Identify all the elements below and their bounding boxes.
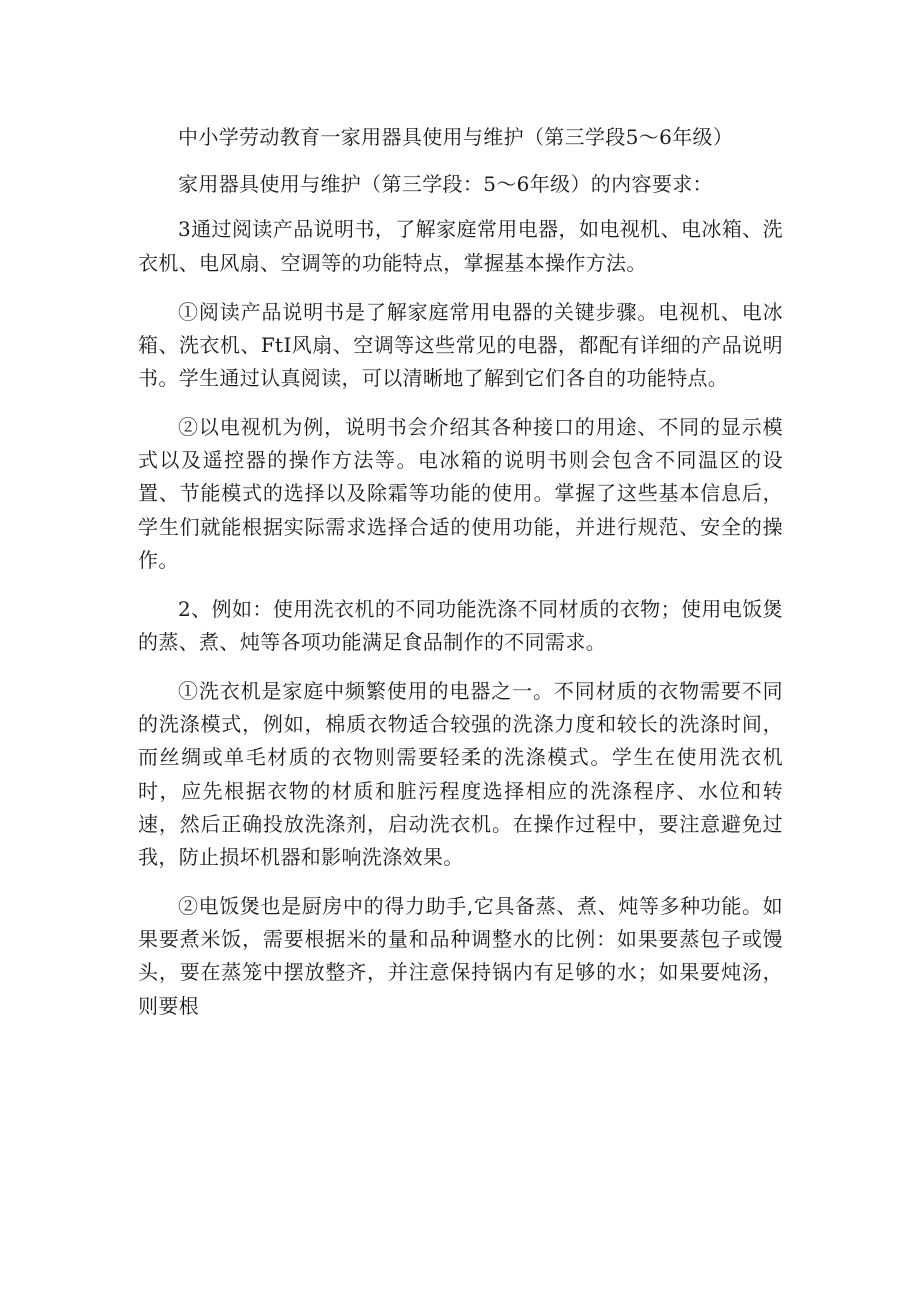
paragraph-tv-fridge-example: ②以电视机为例，说明书会介绍其各种接口的用途、不同的显示模式以及遥控器的操作方法等。电冰箱的说明书则会包含不同温区的设置、节能模式的选择以及除霜等功能的使用。掌握了这些基本信息后，学生们就能根据实际需求选择合适的使用功能，并进行规范、安全的操作。: [138, 415, 783, 572]
document-title: 中小学劳动教育一家用器具使用与维护（第三学段5～6年级）: [178, 125, 734, 149]
document-subtitle: 家用器具使用与维护（第三学段：5～6年级）的内容要求：: [178, 172, 713, 197]
paragraph-washing-machine: ①洗衣机是家庭中频繁使用的电器之一。不同材质的衣物需要不同的洗涤模式，例如，棉质衣物适合较强的洗涤力度和较长的洗涤时间，而丝绸或单毛材质的衣物则需要轻柔的洗涤模式。学生在使用洗衣机时，应先根据衣物的材质和脏污程度选择相应的洗涤程序、水位和转速，然后正确投放洗涤剂，启动洗衣机。在操作过程中，要注意避免过我，防止损坏机器和影响洗涤效果。: [138, 679, 783, 870]
paragraph-manual-importance: ①阅读产品说明书是了解家庭常用电器的关键步骤。电视机、电冰箱、洗衣机、FtI风扇、空调等这些常见的电器，都配有详细的产品说明书。学生通过认真阅读，可以清晰地了解到它们各自的功能特点。: [138, 299, 783, 391]
paragraph-reading-manuals: 3通过阅读产品说明书，了解家庭常用电器，如电视机、电冰箱、洗衣机、电风扇、空调等的功能特点，掌握基本操作方法。: [138, 217, 783, 275]
document-page: [138, 0, 783, 1039]
paragraph-rice-cooker: ②电饭煲也是厨房中的得力助手,它具备蒸、煮、炖等多种功能。如果要煮米饭，需要根据米的量和品种调整水的比例：如果要蒸包子或馒头，要在蒸笼中摆放整齐，并注意保持锅内有足够的水；如果要炖汤，则要根: [138, 894, 783, 1018]
paragraph-example-intro: 2、例如：使用洗衣机的不同功能洗涤不同材质的衣物；使用电饭煲的蒸、煮、炖等各项功能满足食品制作的不同需求。: [138, 596, 783, 655]
